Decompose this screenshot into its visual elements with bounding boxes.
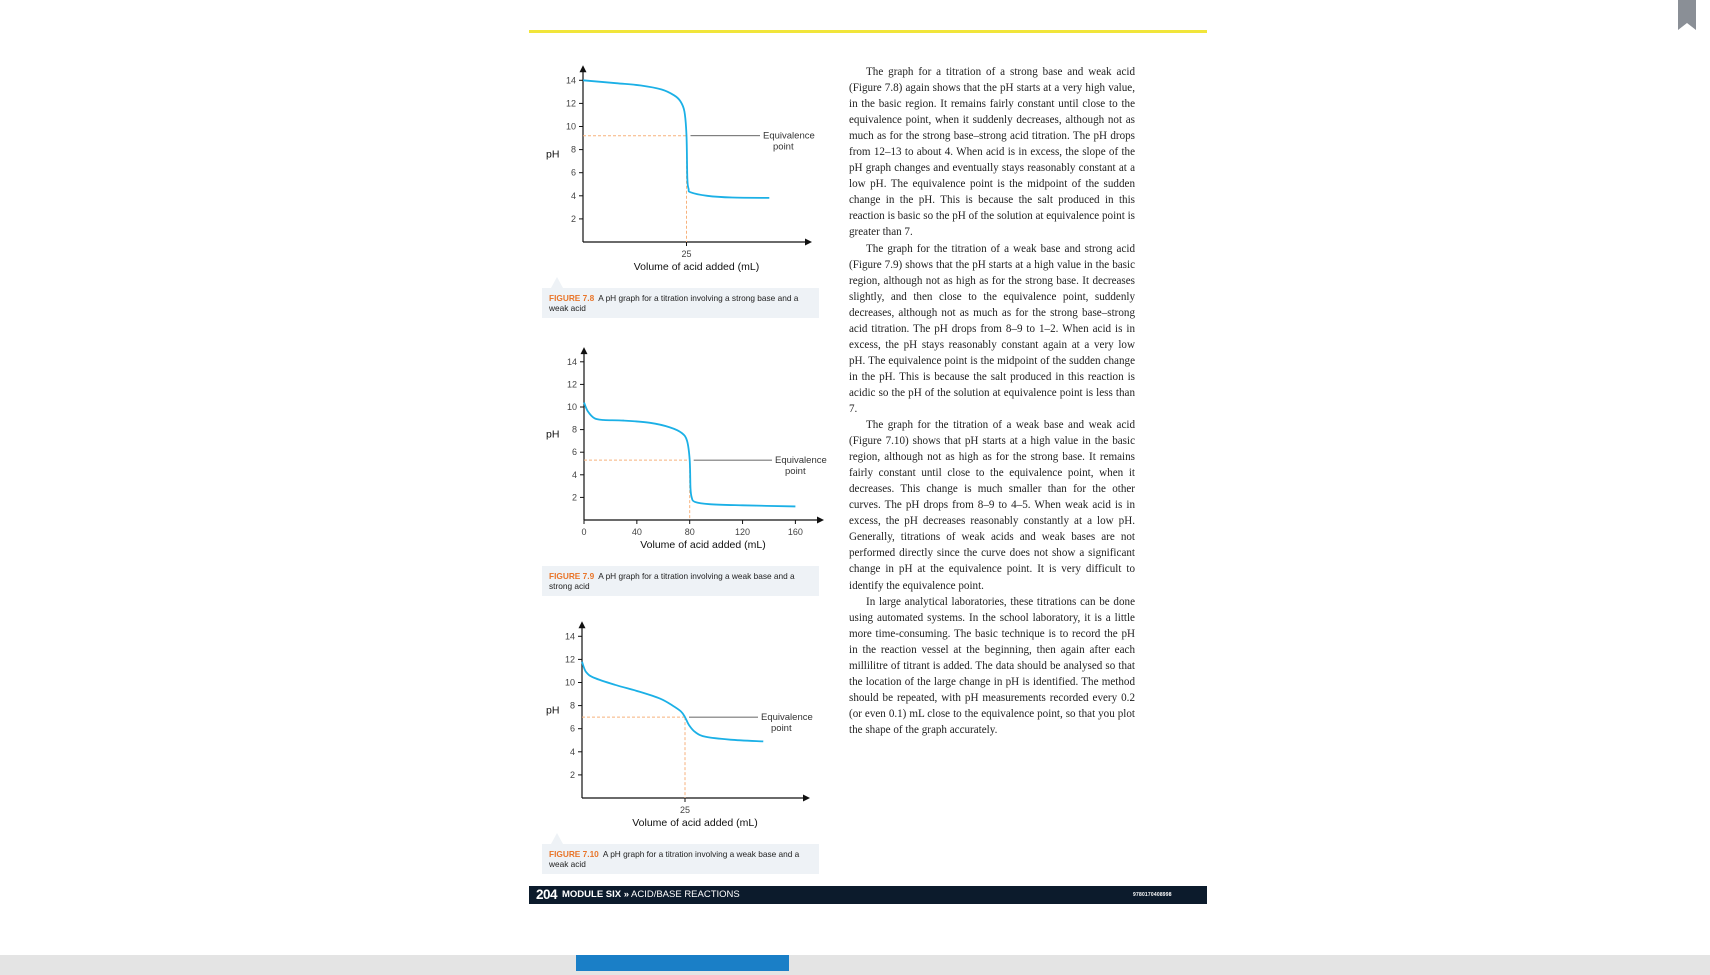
y-tick-label: 12 — [564, 654, 575, 665]
equivalence-label: Equivalence point — [775, 455, 827, 478]
y-axis-label: pH — [546, 704, 560, 717]
figure-7-8-caption — [542, 288, 819, 318]
y-axis-arrow — [580, 65, 587, 72]
y-tick-label: 14 — [565, 75, 576, 86]
scrollbar-thumb[interactable] — [576, 955, 789, 971]
body-text — [849, 64, 1135, 738]
y-tick-label: 6 — [571, 447, 577, 458]
ph-curve — [582, 662, 763, 742]
x-tick-label: 40 — [631, 527, 642, 537]
y-axis-arrow — [581, 347, 588, 354]
y-tick-label: 12 — [566, 379, 577, 390]
y-tick-label: 4 — [570, 190, 576, 201]
y-tick-label: 8 — [571, 424, 577, 435]
y-tick-label: 4 — [569, 746, 575, 757]
figure-7-8-chart — [540, 62, 820, 272]
caption-text: A pH graph for a titration involving a weak base and a strong acid — [549, 571, 795, 591]
x-tick-label: 160 — [787, 527, 803, 537]
y-tick-label: 2 — [571, 492, 577, 503]
page-footer — [529, 886, 1207, 904]
y-tick-label: 4 — [571, 469, 577, 480]
equivalence-label: Equivalence point — [761, 712, 813, 735]
x-axis-arrow — [805, 239, 812, 246]
x-tick-label: 25 — [679, 805, 691, 815]
equivalence-label: Equivalence point — [763, 130, 815, 153]
x-tick-label: 25 — [681, 249, 692, 259]
ph-curve — [583, 80, 769, 198]
section-label: ACID/BASE REACTIONS — [631, 889, 740, 900]
caption-number: FIGURE 7.8 — [549, 293, 595, 303]
y-axis-label: pH — [546, 428, 560, 441]
x-axis-label: Volume of acid added (mL) — [633, 261, 760, 273]
caption-tab — [551, 833, 563, 844]
y-tick-label: 2 — [570, 213, 576, 224]
module-label: MODULE SIX » — [562, 889, 630, 900]
y-tick-label: 14 — [564, 631, 575, 642]
x-tick-label: 80 — [684, 527, 695, 537]
figure-7-10-chart — [540, 622, 820, 832]
bookmark-icon[interactable] — [1678, 0, 1696, 30]
figure-7-9-caption — [542, 566, 819, 596]
paragraph: The graph for the titration of a weak base and weak acid (Figure 7.10) shows that pH starts at a high value in the basic region, although not as high as for the strong base. It remains fairly constant until close to the equivalence point, when it decreases. This change is much smaller than for the other curves. The pH drops from 8–9 to 4–5. When weak acid is in excess, the pH decreases reasonably constantly at a low pH. Generally, titrations of weak acids and weak bases are not performed directly since the curve does not show a significant change in pH at the equivalence point. It is very difficult to identify the equivalence point. — [849, 419, 1135, 592]
y-tick-label: 14 — [566, 356, 577, 367]
horizontal-scrollbar[interactable] — [0, 955, 1710, 975]
y-tick-label: 12 — [565, 98, 576, 109]
isbn-label: 9780170408998 — [1133, 892, 1172, 898]
caption-tab — [551, 277, 563, 288]
y-tick-label: 8 — [570, 144, 576, 155]
figure-7-9-chart — [540, 342, 827, 552]
caption-text: A pH graph for a titration involving a strong base and a weak acid — [549, 293, 799, 313]
x-axis-label: Volume of acid added (mL) — [632, 817, 758, 829]
y-tick-label: 10 — [565, 121, 576, 132]
paragraph: The graph for the titration of a weak base and strong acid (Figure 7.9) shows that the pH starts at a high value in the basic region, although not as high as for the strong base. It decreases slightly, and then close to the equivalence point, suddenly decreases, although not as much as for the strong base–strong acid titration. The pH drops from 8–9 to 1–2. When acid is in excess, the pH stays reasonably constant again at a very low pH. The equivalence point is the midpoint of the sudden change in the pH. This is because the salt produced in this reaction is acidic so the pH of the solution at equivalence point is less than 7. — [849, 242, 1135, 415]
x-axis-arrow — [803, 795, 810, 802]
y-tick-label: 8 — [569, 700, 575, 711]
top-rule — [529, 30, 1207, 33]
y-axis-label: pH — [546, 148, 560, 161]
x-tick-label: 0 — [581, 527, 587, 537]
figure-7-10-caption — [542, 844, 819, 874]
caption-number: FIGURE 7.10 — [549, 849, 599, 859]
y-axis-arrow — [579, 621, 586, 628]
x-axis-arrow — [817, 517, 824, 524]
y-tick-label: 6 — [570, 167, 576, 178]
y-tick-label: 2 — [569, 769, 575, 780]
y-tick-label: 6 — [569, 723, 575, 734]
paragraph: In large analytical laboratories, these titrations can be done using automated systems. In the school laboratory, it is a little more time-consuming. The basic technique is to record the pH in the reaction vessel at the beginning, then again after each millilitre of titrant is added. The data should be analysed so that the location of the large change in pH is identified. The method should be repeated, with pH measurements recorded every 0.2 (or even 0.1) mL close to the equivalence point, so that you plot the shape of the graph accurately. — [849, 595, 1135, 736]
y-tick-label: 10 — [566, 402, 577, 412]
y-tick-label: 10 — [564, 677, 575, 688]
paragraph: The graph for a titration of a strong base and weak acid (Figure 7.8) again shows that the pH starts at a very high value, in the basic region. It remains fairly constant until close to the equivalence point, when it suddenly decreases, although not as much as for the strong base–strong acid titration. The pH drops from 12–13 to about 4. When acid is in excess, the slope of the pH graph changes and eventually stays reasonably constant at a low pH. The equivalence point is the midpoint of the sudden change in the pH. This is because the salt produced in this reaction is basic so the pH of the solution at equivalence point is greater than 7. — [849, 66, 1135, 239]
x-axis-label: Volume of acid added (mL) — [640, 539, 766, 551]
caption-number: FIGURE 7.9 — [549, 571, 595, 581]
caption-text: A pH graph for a titration involving a weak base and a weak acid — [549, 849, 800, 869]
page-number: 204 — [536, 887, 558, 902]
x-tick-label: 120 — [735, 527, 751, 537]
